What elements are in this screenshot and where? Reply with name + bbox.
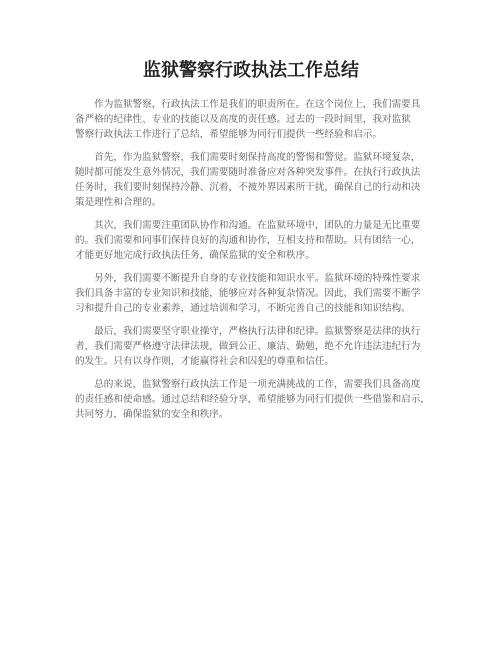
paragraph-line: 的。我们需要和同事们保持良好的沟通和协作，互相支持和帮助。只有团结一心，	[75, 235, 421, 246]
document-body	[75, 97, 435, 430]
paragraph-intro	[75, 97, 435, 142]
paragraph-third	[75, 271, 435, 316]
paragraph-line: 备严格的纪律性、专业的技能以及高度的责任感。过去的一段时间里，我对监狱	[75, 114, 411, 125]
paragraph-conclusion	[75, 377, 435, 422]
paragraph-line: 习和提升自己的专业素养，通过培训和学习，不断完善自己的技能和知识结构。	[75, 303, 411, 314]
paragraph-line: 才能更好地完成行政执法任务，确保监狱的安全和秩序。	[75, 250, 315, 261]
paragraph-line: 我们具备丰富的专业知识和技能，能够应对各种复杂情况。因此，我们需要不断学	[75, 288, 421, 299]
paragraph-line: 共同努力，确保监狱的安全和秩序。	[75, 409, 229, 420]
paragraph-second	[75, 218, 435, 263]
paragraph-line: 其次，我们需要注重团队协作和沟通。在监狱环境中，团队的力量是无比重要	[75, 220, 421, 231]
paragraph-line: 另外，我们需要不断提升自身的专业技能和知识水平。监狱环境的特殊性要求	[75, 273, 421, 284]
document-title: 监狱警察行政执法工作总结	[143, 60, 359, 81]
paragraph-line: 的发生。只有以身作则，才能赢得社会和囚犯的尊重和信任。	[75, 356, 335, 367]
paragraph-first	[75, 150, 435, 210]
paragraph-line: 警察行政执法工作进行了总结，希望能够为同行们提供一些经验和启示。	[75, 129, 382, 140]
paragraph-line: 总的来说，监狱警察行政执法工作是一项充满挑战的工作，需要我们具备高度	[75, 379, 421, 390]
paragraph-line: 首先，作为监狱警察，我们需要时刻保持高度的警惕和警觉。监狱环境复杂，	[75, 152, 421, 163]
paragraph-line: 任务时，我们要时刻保持冷静、沉着，不被外界因素所干扰，确保自己的行动和决	[75, 182, 421, 193]
paragraph-fourth	[75, 324, 435, 369]
paragraph-line: 者，我们需要严格遵守法律法规，做到公正、廉洁、勤勉，绝不允许违法违纪行为	[75, 341, 421, 352]
paragraph-line: 最后，我们需要坚守职业操守，严格执行法律和纪律。监狱警察是法律的执行	[75, 326, 421, 337]
paragraph-line: 随时都可能发生意外情况，我们需要随时准备应对各种突发事件。在执行行政执法	[75, 167, 421, 178]
paragraph-line: 的责任感和使命感。通过总结和经验分享，希望能够为同行们提供一些借鉴和启示，	[75, 394, 430, 405]
paragraph-line: 策是理性和合理的。	[75, 197, 162, 208]
paragraph-line: 作为监狱警察，行政执法工作是我们的职责所在。在这个岗位上，我们需要具	[75, 99, 421, 110]
